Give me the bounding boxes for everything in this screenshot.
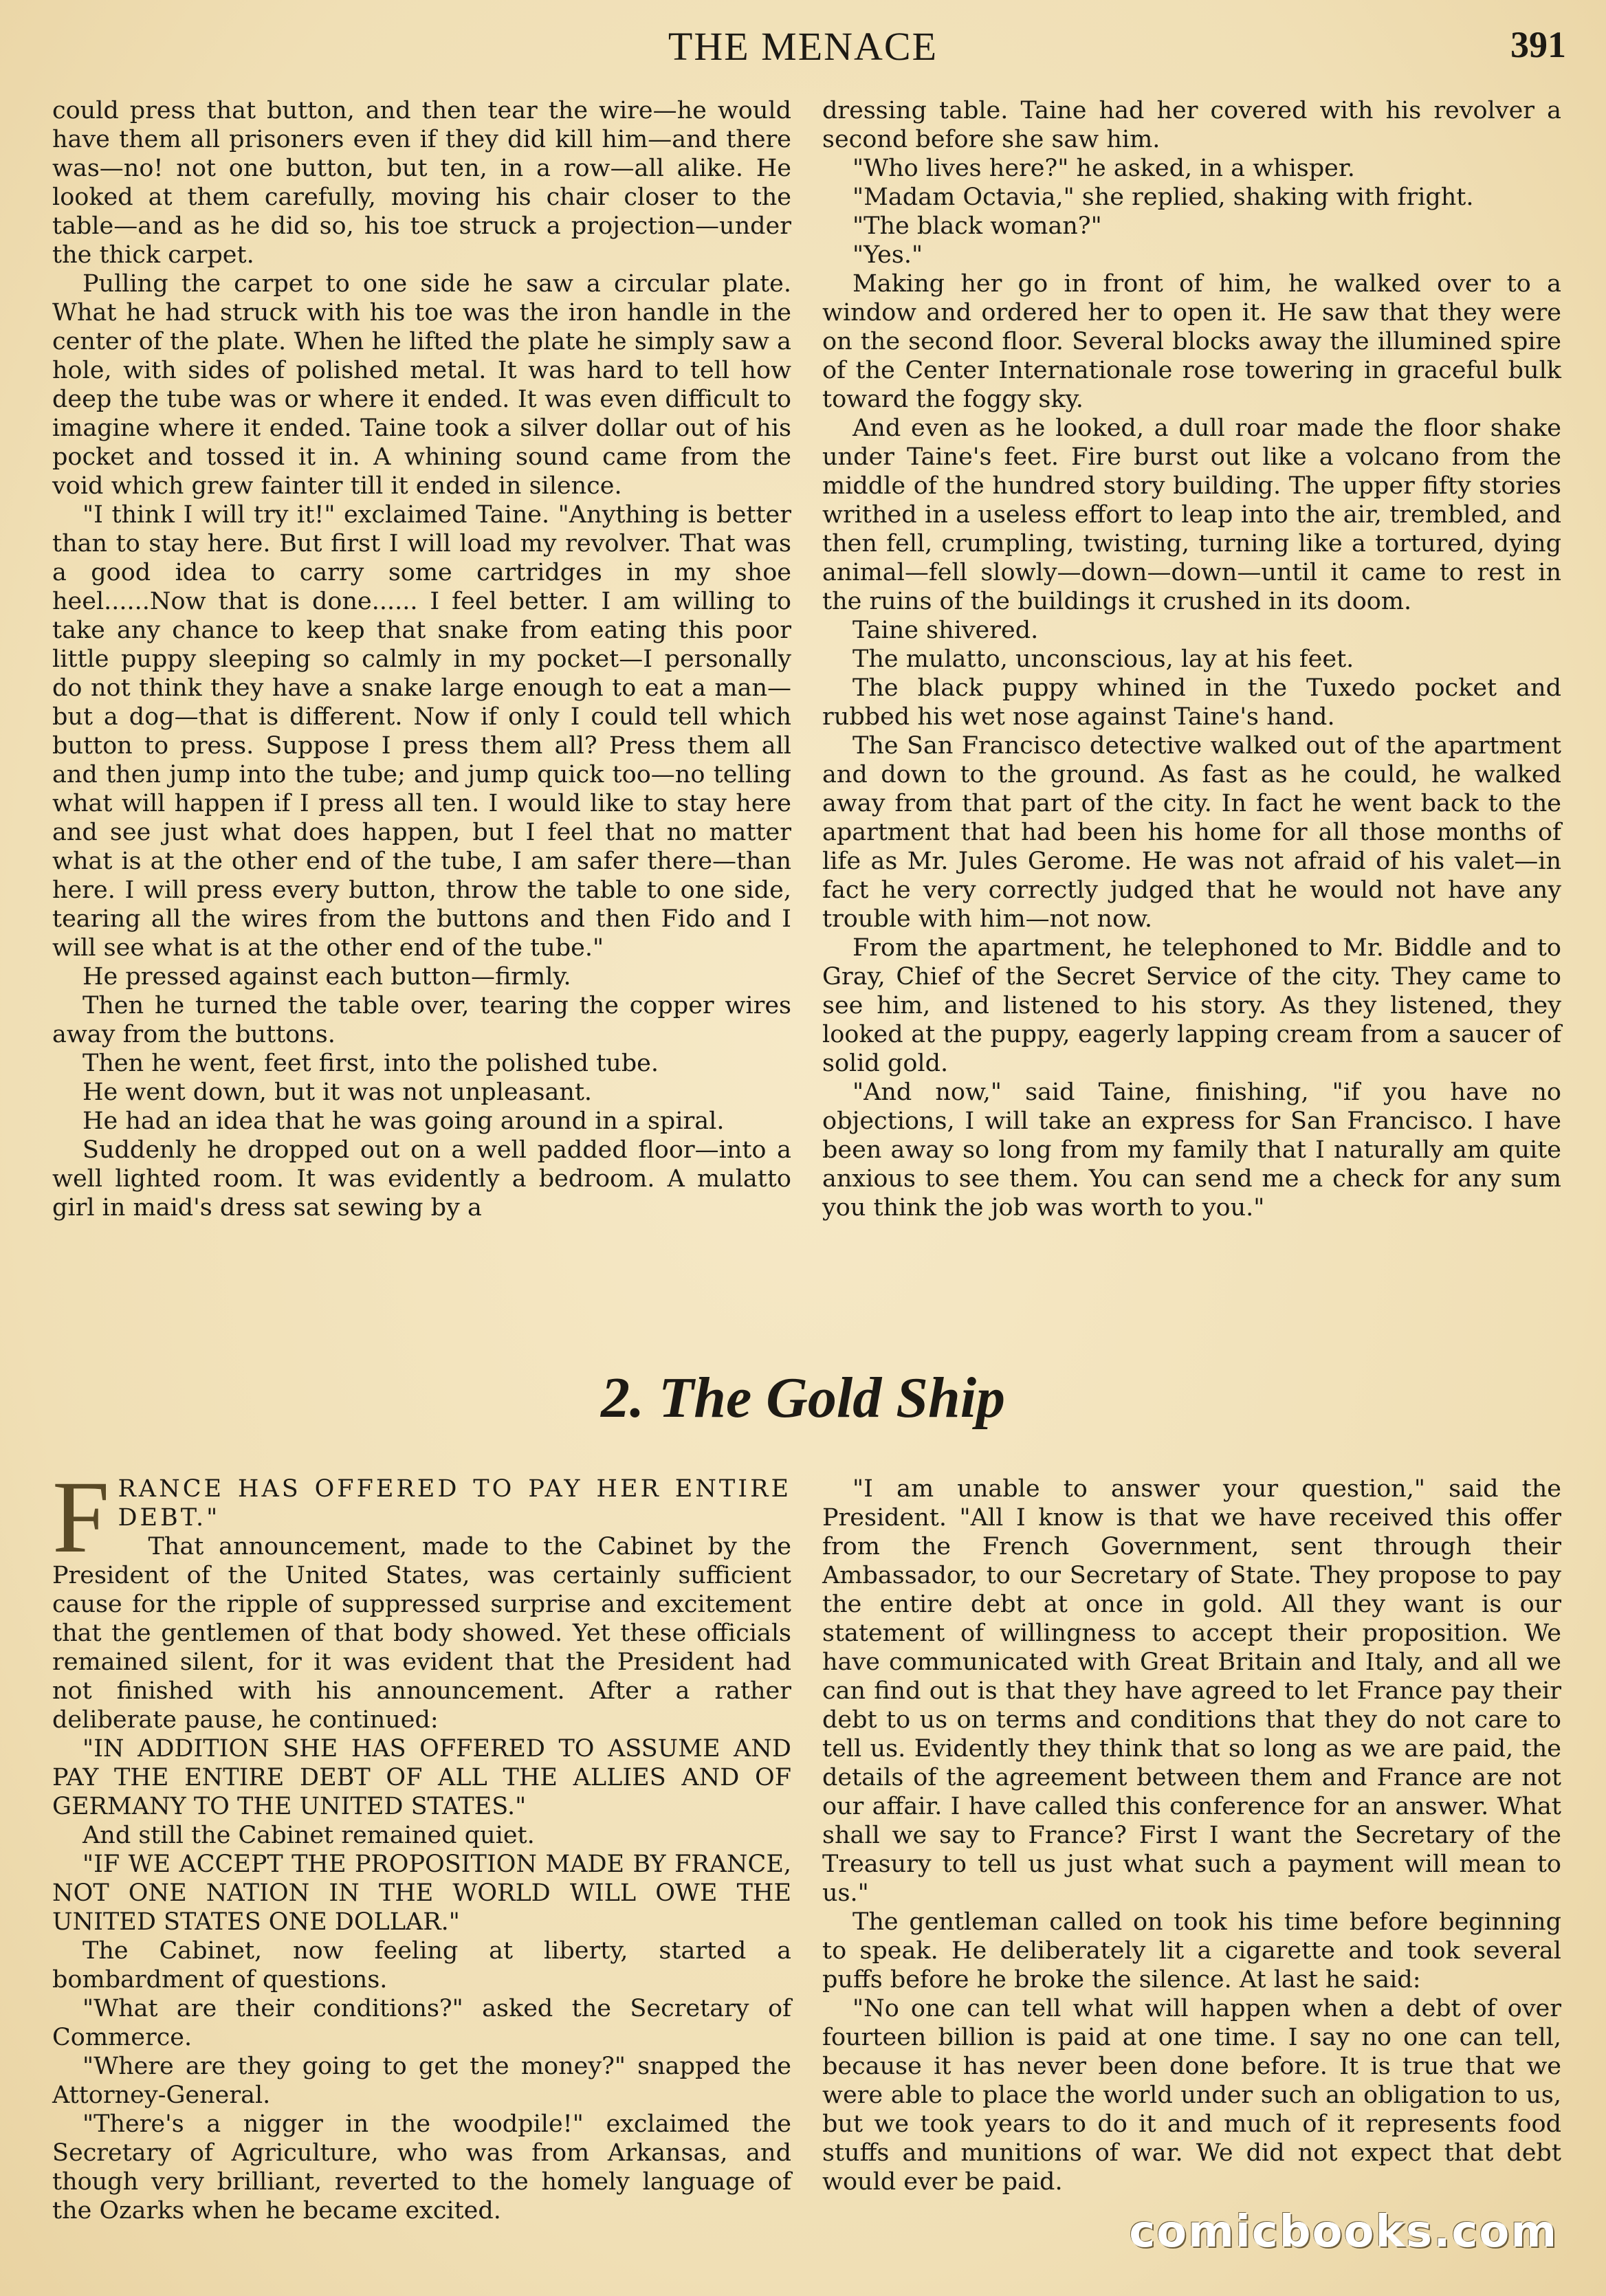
paragraph: "Where are they going to get the money?" snapped the Attorney-General.	[52, 2053, 791, 2109]
story-title: 2. The Gold Ship	[600, 1366, 1006, 1430]
paragraph: The black puppy whined in the Tuxedo pocket and rubbed his wet nose against Taine's hand.	[822, 674, 1561, 731]
paragraph: Pulling the carpet to one side he saw a circular plate. What he had struck with his toe was the iron handle in the center of the plate. When he lifted the plate he simply saw a hole, with sides of polished metal. It was hard to tell how deep the tube was or where it ended. It was even difficult to imagine where it ended. Taine took a silver dollar out of his pocket and tossed it in. A whining sound came from the void which grew fainter till it ended in silence.	[52, 270, 791, 500]
paragraph: "The black woman?"	[852, 212, 1102, 240]
paragraph: "IN ADDITION SHE HAS OFFERED TO ASSUME AND PAY THE ENTIRE DEBT OF ALL THE ALLIES AND OF GERMANY TO THE UNITED STATES."	[52, 1735, 791, 1820]
paragraph: From the apartment, he telephoned to Mr. Biddle and to Gray, Chief of the Secret Service of the city. They came to see him, and listened to his story. As they listened, they looked at the puppy, eagerly lapping cream from a saucer of solid gold.	[822, 934, 1561, 1077]
drop-cap: F	[52, 1460, 110, 1574]
paragraph: The mulatto, unconscious, lay at his feet.	[852, 645, 1354, 673]
page-number: 391	[1510, 24, 1566, 65]
paragraph: dressing table. Taine had her covered with his revolver a second before she saw him.	[822, 97, 1561, 153]
paragraph: Suddenly he dropped out on a well padded floor—into a well lighted room. It was evidently a bedroom. A mulatto girl in maid's dress sat sewing by a	[52, 1136, 791, 1222]
paragraph: "Who lives here?" he asked, in a whisper.	[852, 155, 1355, 182]
paragraph: "IF WE ACCEPT THE PROPOSITION MADE BY FRANCE, NOT ONE NATION IN THE WORLD WILL OWE THE UNITED STATES ONE DOLLAR."	[52, 1851, 791, 1936]
story1-right-column	[822, 96, 1561, 1222]
paragraph: Taine shivered.	[852, 617, 1039, 644]
opening-caps: RANCE HAS OFFERED TO PAY HER ENTIRE DEBT."	[118, 1475, 791, 1532]
paragraph: He went down, but it was not unpleasant.	[82, 1079, 593, 1106]
paragraph: Then he turned the table over, tearing the copper wires away from the buttons.	[52, 992, 791, 1048]
paragraph: Making her go in front of him, he walked over to a window and ordered her to open it. He saw that they were on the second floor. Several blocks away the illumined spire of the Center Internationale rose towering in graceful bulk toward the foggy sky.	[822, 270, 1561, 413]
opening-paragraph	[52, 1460, 791, 1574]
paragraph: That announcement, made to the Cabinet by the President of the United States, was certainly sufficient cause for the ripple of suppressed surprise and excitement that the gentlemen of that body showed. Yet these officials remained silent, for it was evident that the President had not finished with his announcement. After a rather deliberate pause, he continued:	[52, 1533, 791, 1734]
paragraph: The San Francisco detective walked out of the apartment and down to the ground. As fast as he could, he walked away from that part of the city. In fact he went back to the apartment that had been his home for all those months of life as Mr. Jules Gerome. He was not afraid of his valet—in fact he very correctly judged that he would not have any trouble with him—not now.	[822, 732, 1561, 933]
paragraph: "There's a nigger in the woodpile!" exclaimed the Secretary of Agriculture, who was from Arkansas, and though very brilliant, reverted to the homely language of the Ozarks when he became excited.	[52, 2110, 791, 2225]
paragraph: The gentleman called on took his time before beginning to speak. He deliberately lit a cigarette and took several puffs before he broke the silence. At last he said:	[822, 1908, 1561, 1994]
paragraph: Then he went, feet first, into the polished tube.	[82, 1050, 659, 1077]
paragraph: "What are their conditions?" asked the Secretary of Commerce.	[52, 1995, 791, 2051]
paragraph: He had an idea that he was going around in a spiral.	[82, 1107, 725, 1135]
paragraph: "Yes."	[852, 241, 923, 269]
paragraph: "I am unable to answer your question," said the President. "All I know is that we have received this offer from the French Government, sent through their Ambassador, to our Secretary of State. They propose to pay the entire debt at once in gold. All they want is our statement of willingness to accept their proposition. We have communicated with Great Britain and Italy, and all we can find out is that they have agreed to let France pay their debt to us on terms and conditions that they do not care to tell us. Evidently they think that so long as we are paid, the details of the agreement between them and France are not our affair. I have called this conference for an answer. What shall we say to France? First I want the Secretary of the Treasury to tell us just what such a payment will mean to us."	[822, 1475, 1561, 1907]
paragraph: And still the Cabinet remained quiet.	[82, 1822, 535, 1849]
running-head	[0, 21, 1606, 76]
story1-left-column	[52, 96, 791, 1222]
paragraph: "No one can tell what will happen when a debt of over fourteen billion is paid at one time. I say no one can tell, because it has never been done before. It is true that we were able to place the world under such an obligation to us, but we took years to do it and much of it represents food stuffs and munitions of war. We did not expect that debt would ever be paid.	[822, 1995, 1561, 2196]
paragraph: "I think I will try it!" exclaimed Taine. "Anything is better than to stay here. But first I will load my revolver. That was a good idea to carry some cartridges in my shoe heel......Now that is done...... I feel better. I am willing to take any chance to keep that snake from eating this poor little puppy sleeping so calmly in my pocket—I personally do not think they have a snake large enough to eat a man—but a dog—that is different. Now if only I could tell which button to press. Suppose I press them all? Press them all and then jump into the tube; and jump quick too—no telling what will happen if I press all ten. I would like to stay here and see just what does happen, but I feel that no matter what is at the other end of the tube, I am safer there—than here. I will press every button, throw the table to one side, tearing all the wires from the buttons and then Fido and I will see what is at the other end of the tube."	[52, 501, 791, 962]
watermark-logo: comicbooks.com	[1129, 2207, 1558, 2258]
journal-title: THE MENACE	[668, 24, 938, 69]
paragraph: could press that button, and then tear the wire—he would have them all prisoners even if they did kill him—and there was—no! not one button, but ten, in a row—all alike. He looked at them carefully, moving his chair closer to the table—and as he did so, his toe struck a projection—under the thick carpet.	[52, 97, 791, 269]
story2-left-column	[52, 1460, 791, 2225]
paragraph: And even as he looked, a dull roar made the floor shake under Taine's feet. Fire burst out like a volcano from the middle of the hundred story building. The upper fifty stories writhed in a useless effort to leap into the air, trembled, and then fell, crumpling, twisting, turning like a tortured, dying animal—fell slowly—down—down—until it came to rest in the ruins of the buildings it crushed in its doom.	[822, 415, 1561, 615]
paragraph: He pressed against each button—firmly.	[82, 963, 571, 991]
paragraph: The Cabinet, now feeling at liberty, started a bombardment of questions.	[52, 1937, 791, 1994]
paragraph: "Madam Octavia," she replied, shaking with fright.	[852, 184, 1474, 211]
paragraph: "And now," said Taine, finishing, "if you have no objections, I will take an express for San Francisco. I have been away so long from my family that I naturally am quite anxious to see them. You can send me a check for any sum you think the job was worth to you."	[822, 1079, 1561, 1222]
story2-right-column	[822, 1475, 1561, 2196]
